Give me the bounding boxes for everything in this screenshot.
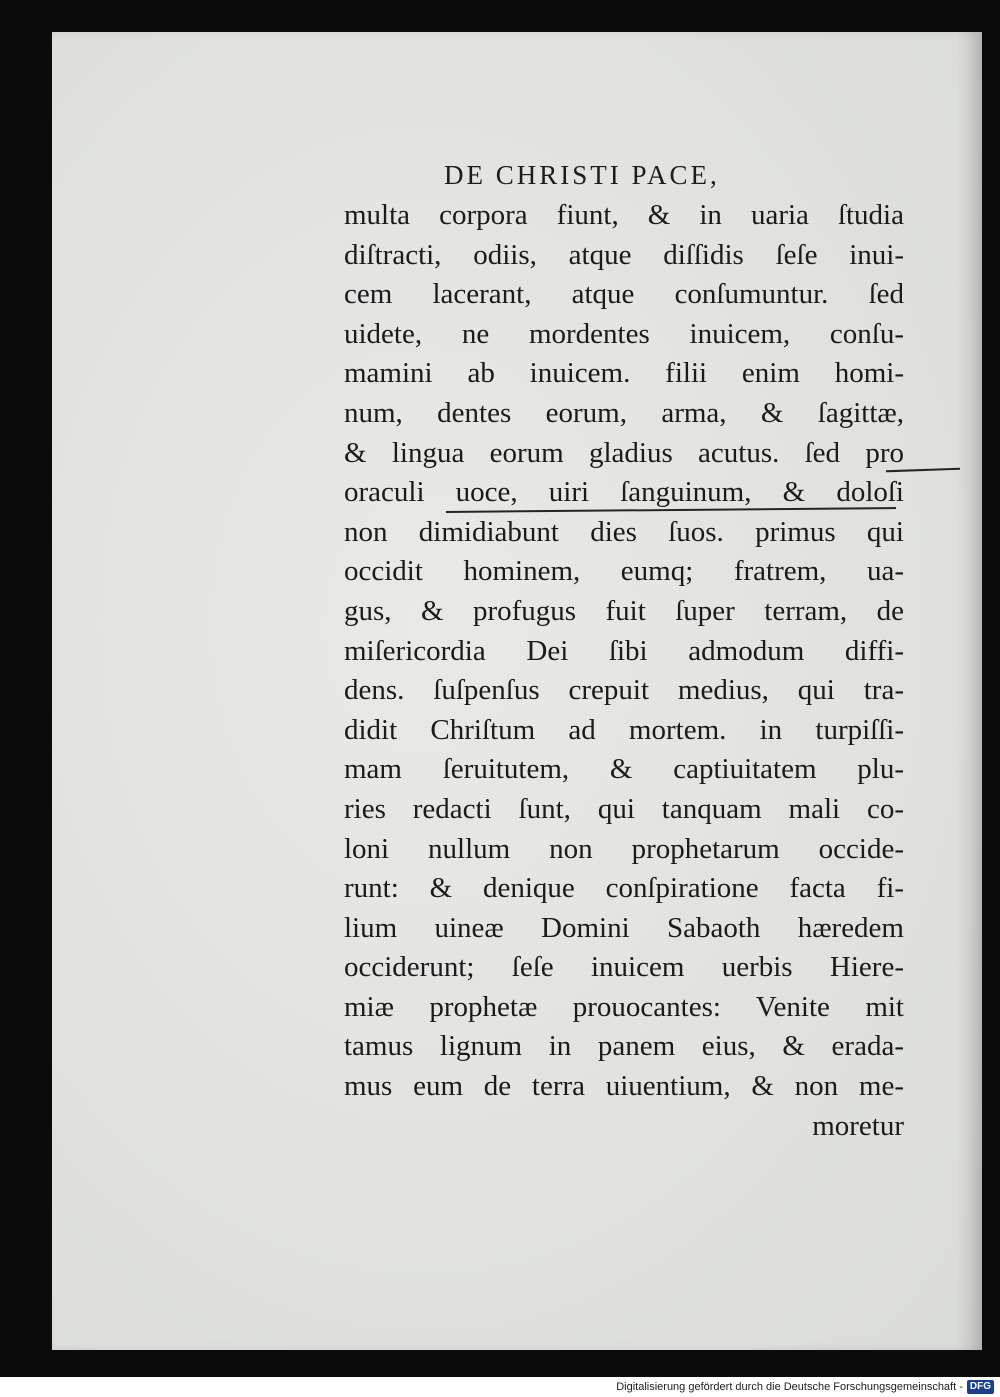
body-text [344,196,904,1146]
text-line: runt: & denique conſpiratione facta fi- [344,872,904,905]
text-line: gus, & profugus fuit ſuper terram, de [344,594,904,627]
text-line: diſtracti, odiis, atque diſſidis ſeſe inui- [344,238,904,271]
text-line: miſericordia Dei ſibi admodum diffi- [344,634,904,667]
credit-text: Digitalisierung gefördert durch die Deutsche Forschungsgemeinschaft - [616,1381,963,1393]
text-line: loni nullum non prophetarum occide- [344,832,904,865]
text-line: non dimidiabunt dies ſuos. primus qui [344,515,904,548]
text-line: mam ſeruitutem, & captiuitatem plu- [344,753,904,786]
dfg-logo: DFG [967,1380,994,1394]
text-line: multa corpora fiunt, & in uaria ſtudia [344,199,904,231]
text-line: miæ prophetæ prouocantes: Venite mit [344,990,904,1023]
page-edge-shadow [956,32,982,1350]
text-line: mamini ab inuicem. filii enim homi- [344,357,904,390]
catchword: moretur [812,1109,904,1142]
text-line: ries redacti ſunt, qui tanquam mali co- [344,792,904,825]
text-line: oraculi uoce, uiri ſanguinum, & doloſi [344,476,904,509]
text-line: uidete, ne mordentes inuicem, conſu- [344,317,904,350]
text-line: occidit hominem, eumq; fratrem, ua- [344,555,904,588]
text-line: num, dentes eorum, arma, & ſagittæ, [344,396,904,429]
text-line: occiderunt; ſeſe inuicem uerbis Hiere- [344,951,904,984]
text-line: didit Chriſtum ad mortem. in turpiſſi- [344,713,904,746]
text-line: mus eum de terra uiuentium, & non me- [344,1070,904,1103]
running-head: DE CHRISTI PACE, [444,160,720,190]
text-line: cem lacerant, atque conſumuntur. ſed [344,278,904,311]
text-line: tamus lignum in panem eius, & erada- [344,1030,904,1063]
digitization-credit [616,1380,994,1394]
text-line: & lingua eorum gladius acutus. ſed pro [344,436,904,469]
book-page [52,32,982,1350]
text-line: dens. ſuſpenſus crepuit medius, qui tra- [344,674,904,707]
text-line: lium uineæ Domini Sabaoth hæredem [344,911,904,944]
